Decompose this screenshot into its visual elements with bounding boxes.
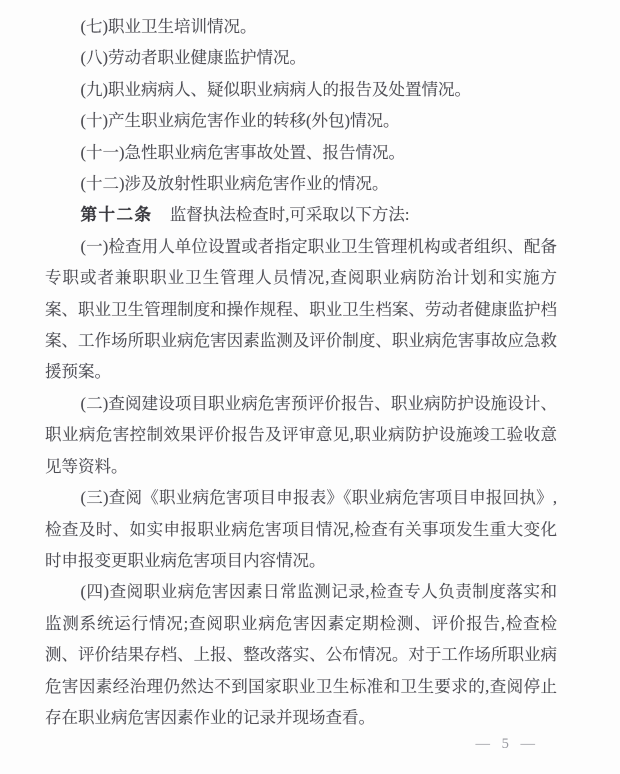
article-intro-text: 监督执法检查时,可采取以下方法:	[169, 205, 410, 225]
list-item-12: (十二)涉及放射性职业病危害作业的情况。	[80, 174, 389, 194]
paragraph-method-3: (三)查阅《职业病危害项目申报表》《职业病危害项目申报回执》,检查及时、如实申报职业病危害项目情况,检查有关事项发生重大变化时申报变更职业病危害项目内容情况。	[45, 488, 557, 570]
list-item-9: (九)职业病病人、疑似职业病病人的报告及处置情况。	[80, 79, 471, 99]
paragraph-method-4: (四)查阅职业病危害因素日常监测记录,检查专人负责制度落实和监测系统运行情况;查阅职业病危害因素定期检测、评价报告,检查检测、评价结果存档、上报、整改落实、公布情况。对于工作场所职业病危害因素经治理仍然达不到国家职业卫生标准和卫生要求的,查阅停止存在职业病危害因素作业的记录并现场查看。	[45, 582, 557, 727]
article-12-line	[45, 199, 557, 230]
list-item-10: (十)产生职业病危害作业的转移(外包)情况。	[80, 111, 400, 131]
list-item-7: (七)职业卫生培训情况。	[80, 17, 257, 36]
paragraph-method-1: (一)检查用人单位设置或者指定职业卫生管理机构或者组织、配备专职或者兼职职业卫生管理人员情况,查阅职业病防治计划和实施方案、职业卫生管理制度和操作规程、职业卫生档案、劳动者健康监护档案、工作场所职业病危害因素监测及评价制度、职业病危害事故应急救援预案。	[45, 236, 557, 382]
list-item-11: (十一)急性职业病危害事故处置、报告情况。	[80, 142, 405, 162]
document-body	[45, 11, 557, 733]
list-item-8: (八)劳动者职业健康监护情况。	[80, 48, 306, 68]
paragraph-method-2: (二)查阅建设项目职业病危害预评价报告、职业病防护设施设计、职业病危害控制效果评价报告及评审意见,职业病防护设施竣工验收意见等资料。	[45, 393, 557, 476]
article-number-label: 第十二条	[80, 205, 153, 225]
page-number: — 5 —	[475, 736, 536, 752]
